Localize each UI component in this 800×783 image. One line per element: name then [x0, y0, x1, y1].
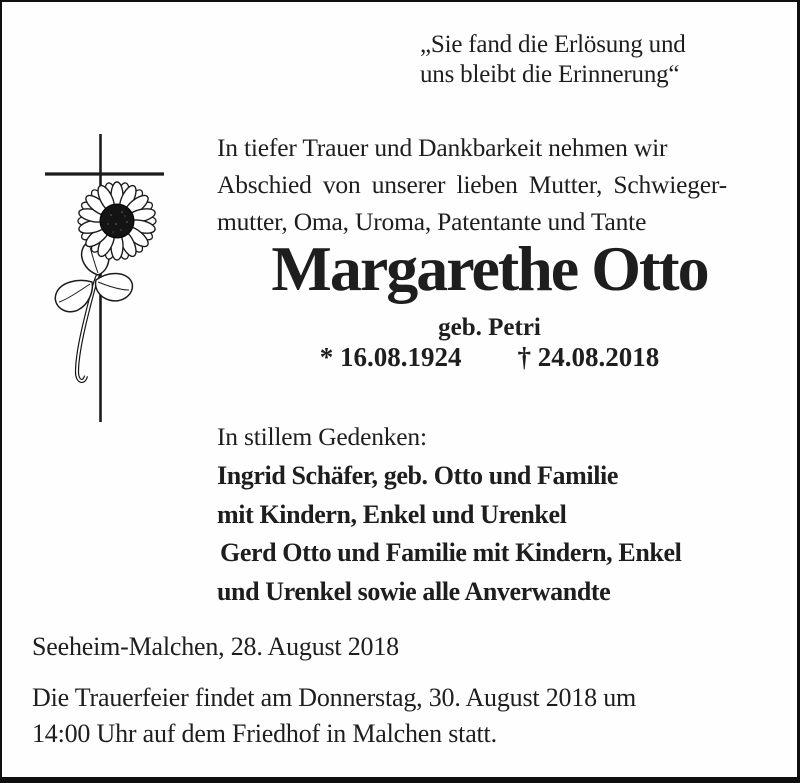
funeral-line-2: 14:00 Uhr auf dem Friedhof in Malchen statt.	[32, 718, 497, 748]
intro-line-3: mutter, Oma, Uroma, Patentante und Tante	[217, 207, 647, 236]
quote-text	[420, 30, 686, 90]
quote-line-1: „Sie fand die Erlösung und	[420, 31, 686, 58]
memorial-label: In stillem Gedenken:	[217, 422, 427, 451]
quote-line-2: uns bleibt die Erinnerung“	[420, 61, 680, 88]
deceased-name: Margarethe Otto	[271, 233, 708, 304]
cross-sunflower-illustration	[32, 120, 182, 432]
intro-line-2: Abschied von unserer lieben Mutter, Schwieger-	[217, 170, 727, 199]
maiden-name: geb. Petri	[438, 314, 541, 341]
life-dates	[177, 342, 800, 373]
mourners-list	[217, 457, 681, 611]
funeral-details	[32, 680, 636, 751]
mourner-line: Gerd Otto und Familie mit Kindern, Enkel	[220, 538, 682, 567]
death-date: † 24.08.2018	[517, 342, 660, 372]
mourner-line: und Urenkel sowie alle Anverwandte	[217, 576, 611, 606]
mourner-line: Ingrid Schäfer, geb. Otto und Familie	[217, 461, 618, 490]
intro-paragraph	[217, 129, 727, 240]
place-date-line: Seeheim-Malchen, 28. August 2018	[32, 632, 399, 661]
funeral-line-1: Die Trauerfeier findet am Donnerstag, 30. August 2018 um	[32, 683, 637, 712]
mourner-line: mit Kindern, Enkel und Urenkel	[217, 499, 567, 529]
intro-line-1: In tiefer Trauer und Dankbarkeit nehmen wir	[217, 133, 668, 162]
birth-date: * 16.08.1924	[319, 342, 462, 372]
